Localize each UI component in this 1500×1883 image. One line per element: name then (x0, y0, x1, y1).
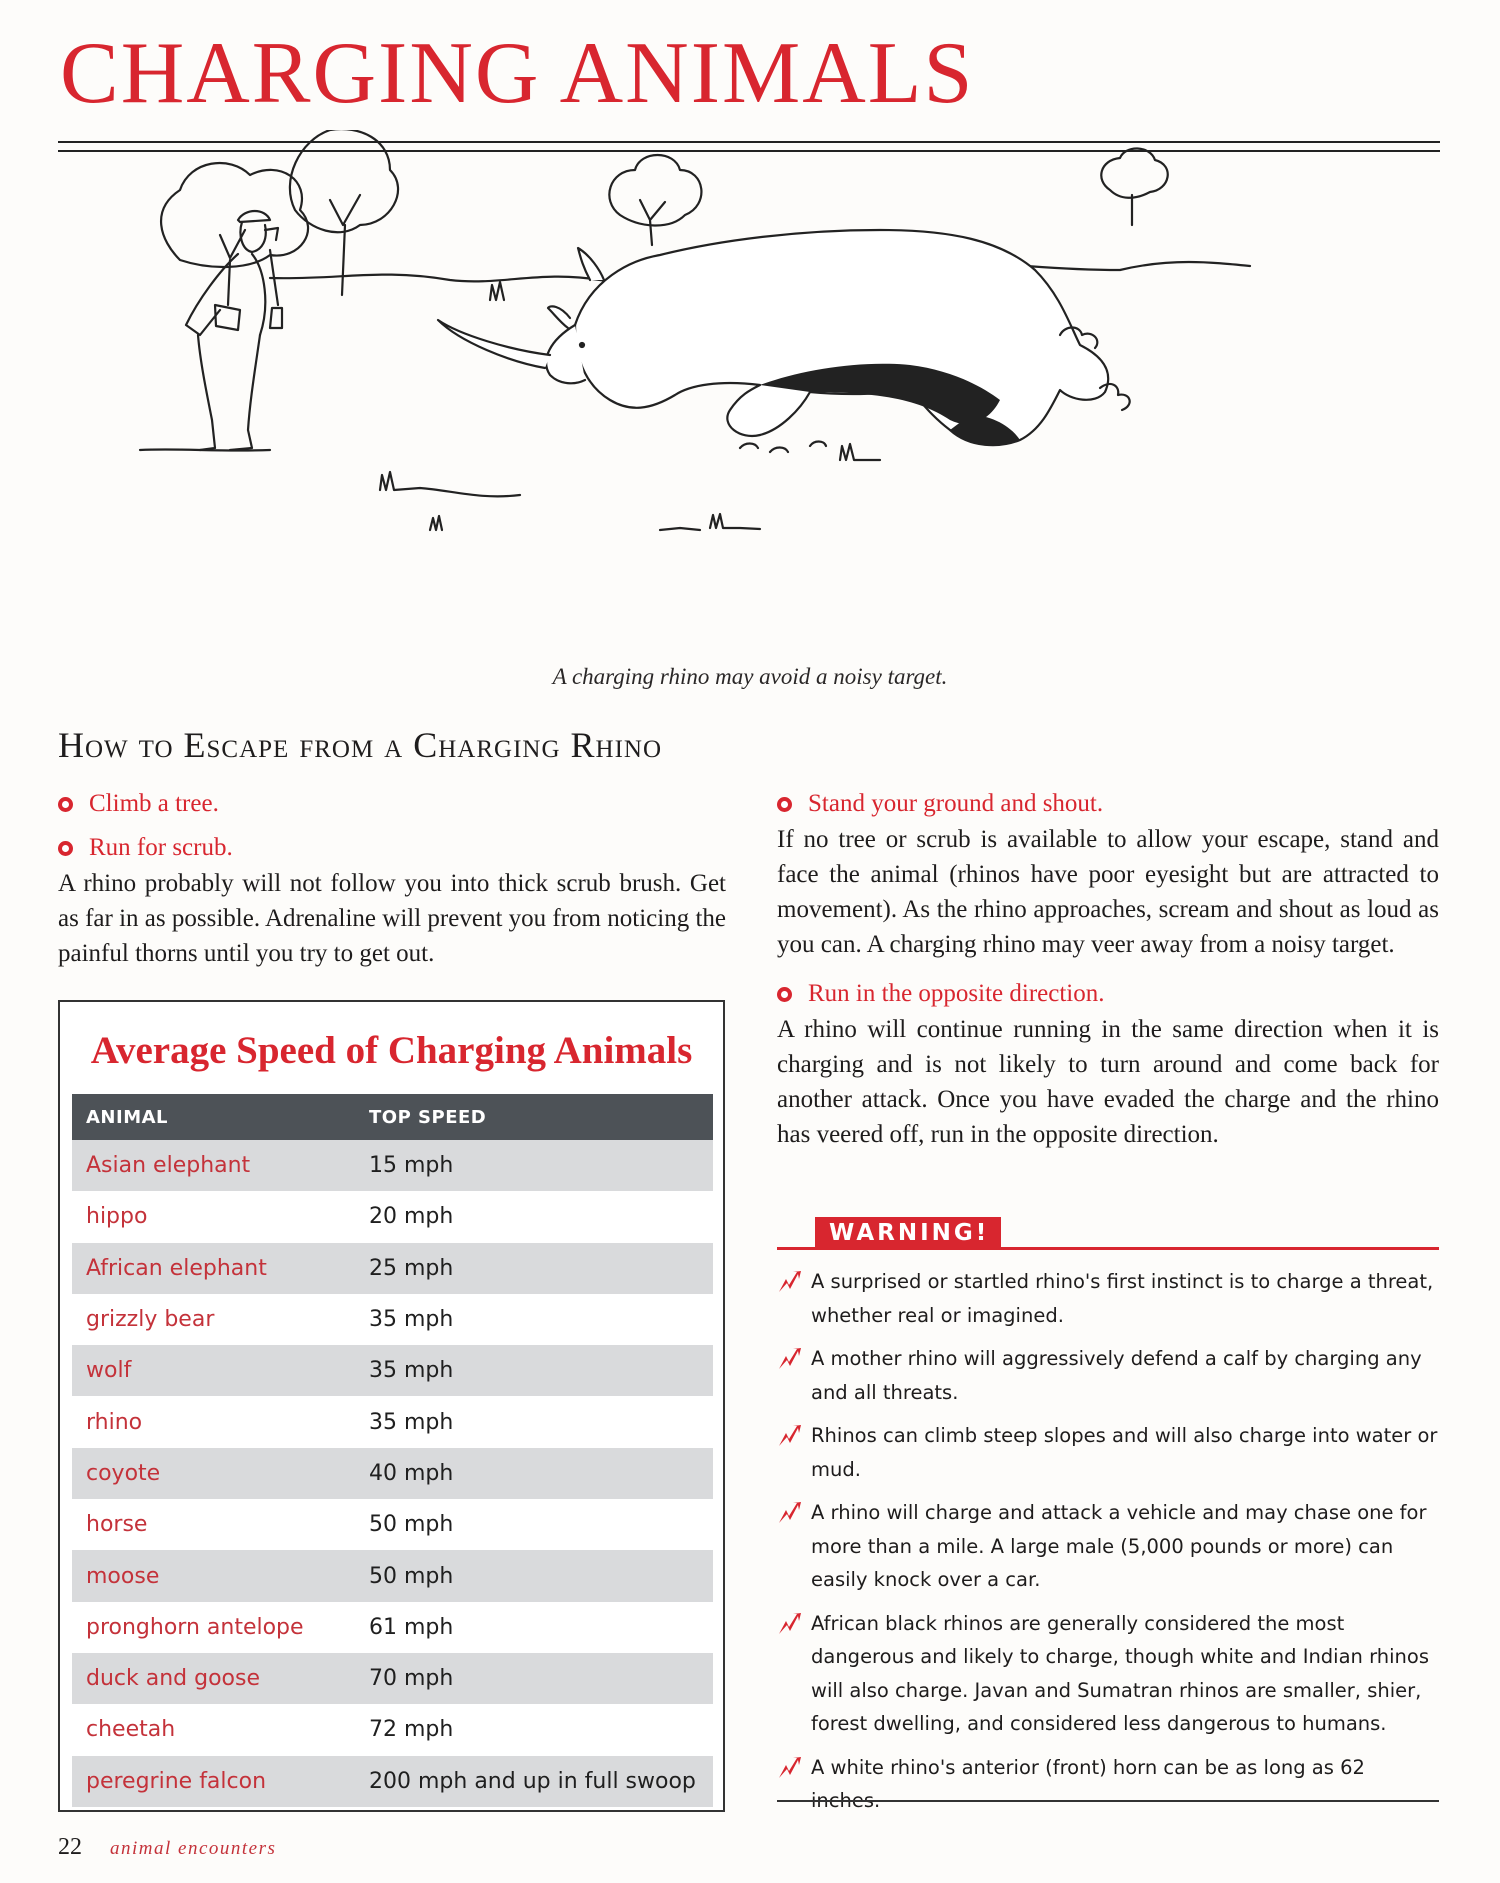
table-row (72, 1294, 713, 1345)
speed-cell: 15 mph (355, 1140, 713, 1191)
lightning-bolt-icon (777, 1756, 803, 1780)
speed-cell: 35 mph (355, 1396, 713, 1447)
table-row (72, 1653, 713, 1704)
tip-heading-text: Stand your ground and shout. (808, 790, 1104, 817)
page-title: CHARGING ANIMALS (60, 25, 975, 122)
bullet-icon (58, 797, 73, 812)
illustration-caption: A charging rhino may avoid a noisy target. (552, 664, 948, 689)
tip-heading-text: Run in the opposite direction. (808, 980, 1105, 1007)
animal-cell: moose (72, 1550, 355, 1601)
speed-cell: 20 mph (355, 1191, 713, 1242)
table-header-row (72, 1094, 713, 1140)
lightning-bolt-icon (777, 1612, 803, 1636)
animal-cell: hippo (72, 1191, 355, 1242)
table-row (72, 1550, 713, 1601)
lightning-bolt-icon (777, 1501, 803, 1525)
right-tips (777, 790, 1439, 1152)
table-row (72, 1396, 713, 1447)
warning-rule (777, 1247, 1439, 1250)
animal-cell: Asian elephant (72, 1140, 355, 1191)
speed-table (72, 1094, 713, 1807)
speed-cell: 35 mph (355, 1345, 713, 1396)
table-row (72, 1499, 713, 1550)
speed-cell: 61 mph (355, 1602, 713, 1653)
tip-heading (777, 790, 1439, 818)
speed-cell: 35 mph (355, 1294, 713, 1345)
warning-item-text: A surprised or startled rhino's first instinct is to charge a threat, whether real or imagined. (811, 1270, 1434, 1327)
lightning-bolt-icon (777, 1270, 803, 1294)
warning-item (777, 1496, 1439, 1597)
lightning-bolt-icon (777, 1424, 803, 1448)
speed-cell: 50 mph (355, 1550, 713, 1601)
animal-cell: wolf (72, 1345, 355, 1396)
charging-rhino-illustration (120, 130, 1330, 650)
warning-badge: WARNING! (815, 1217, 1001, 1250)
speed-cell: 200 mph and up in full swoop (355, 1756, 713, 1807)
speed-table-box (58, 1000, 725, 1812)
animal-cell: duck and goose (72, 1653, 355, 1704)
warning-item (777, 1751, 1439, 1818)
bullet-icon (777, 987, 792, 1002)
left-tips (58, 790, 726, 971)
table-row (72, 1191, 713, 1242)
animal-cell: pronghorn antelope (72, 1602, 355, 1653)
speed-table-title: Average Speed of Charging Animals (90, 1029, 693, 1072)
speed-cell: 70 mph (355, 1653, 713, 1704)
section-heading: How to Escape from a Charging Rhino (58, 725, 663, 765)
animal-cell: horse (72, 1499, 355, 1550)
tip-heading-text: Run for scrub. (89, 834, 233, 861)
speed-cell: 72 mph (355, 1704, 713, 1755)
speed-cell: 40 mph (355, 1448, 713, 1499)
lightning-bolt-icon (777, 1347, 803, 1371)
warning-bottom-rule (777, 1800, 1439, 1802)
tip-heading (58, 834, 726, 862)
bullet-icon (58, 841, 73, 856)
warning-item-text: A mother rhino will aggressively defend a calf by charging any and all threats. (811, 1347, 1422, 1404)
speed-cell: 50 mph (355, 1499, 713, 1550)
tip-heading (777, 980, 1439, 1008)
warning-item (777, 1265, 1439, 1332)
warning-item-text: A rhino will charge and attack a vehicle and may chase one for more than a mile. A large male (5,000 pounds or more) can easily knock over a car. (811, 1501, 1427, 1591)
table-row (72, 1140, 713, 1191)
animal-cell: grizzly bear (72, 1294, 355, 1345)
tip-body: A rhino will continue running in the same direction when it is charging and is not likely to turn around and come back for another attack. Once you have evaded the charge and the rhino has veered off, run in the opposite direction. (777, 1016, 1439, 1148)
page-number: 22 (58, 1834, 82, 1860)
warning-item-text: A white rhino's anterior (front) horn can be as long as 62 inches. (811, 1755, 1365, 1812)
table-row (72, 1243, 713, 1294)
running-title: animal encounters (110, 1838, 277, 1859)
column-header-animal: ANIMAL (72, 1094, 355, 1140)
table-row (72, 1756, 713, 1807)
page-footer (58, 1834, 276, 1861)
speed-cell: 25 mph (355, 1243, 713, 1294)
animal-cell: peregrine falcon (72, 1756, 355, 1807)
warning-list (777, 1265, 1439, 1828)
animal-cell: cheetah (72, 1704, 355, 1755)
animal-cell: African elephant (72, 1243, 355, 1294)
warning-item (777, 1342, 1439, 1409)
tip-body: A rhino probably will not follow you into thick scrub brush. Get as far in as possible. Adrenaline will prevent you from noticing the painful thorns until you try to get out. (58, 870, 726, 967)
tip-heading-text: Climb a tree. (89, 790, 219, 817)
warning-item-text: African black rhinos are generally considered the most dangerous and likely to charge, though white and Indian rhinos will also charge. Javan and Sumatran rhinos are smaller, shier, forest dwelling, and considered less dangerous to humans. (811, 1611, 1430, 1735)
table-row (72, 1345, 713, 1396)
column-header-top-speed: TOP SPEED (355, 1094, 713, 1140)
warning-item-text: Rhinos can climb steep slopes and will also charge into water or mud. (811, 1424, 1438, 1481)
tip-heading (58, 790, 726, 818)
tip-body: If no tree or scrub is available to allow your escape, stand and face the animal (rhinos have poor eyesight but are attracted to movement). As the rhino approaches, scream and shout as loud as you can. A charging rhino may veer away from a noisy target. (777, 826, 1439, 958)
bullet-icon (777, 797, 792, 812)
table-row (72, 1448, 713, 1499)
table-row (72, 1602, 713, 1653)
warning-item (777, 1607, 1439, 1741)
warning-item (777, 1419, 1439, 1486)
table-row (72, 1704, 713, 1755)
animal-cell: rhino (72, 1396, 355, 1447)
animal-cell: coyote (72, 1448, 355, 1499)
